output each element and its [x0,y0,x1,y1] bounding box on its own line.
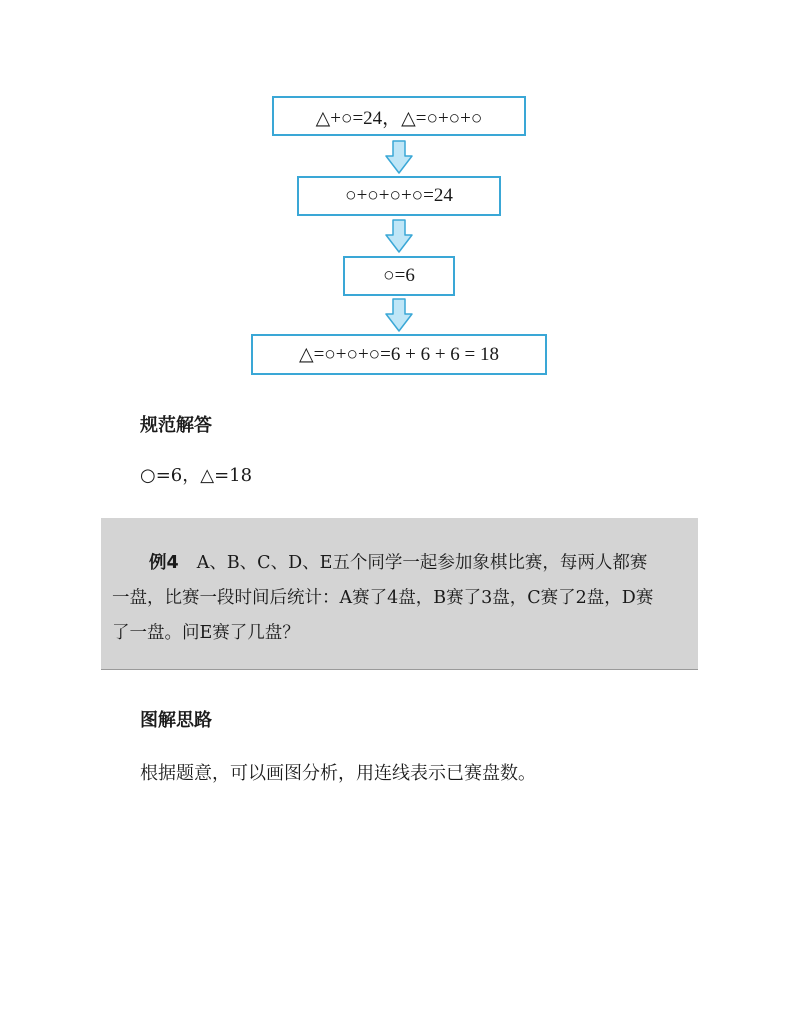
flow-step-2: ○+○+○+○=24 [297,176,501,216]
flow-step-1: △+○=24，△=○+○+○ [272,96,526,136]
example-line-1 [149,549,647,574]
down-arrow-icon [385,140,413,174]
flow-step-3: ○=6 [343,256,455,296]
example-label: 例4 [149,553,179,573]
down-arrow-icon [385,298,413,332]
flow-step-4: △=○+○+○=6 + 6 + 6 = 18 [251,334,547,375]
example-text-1: A、B、C、D、E五个同学一起参加象棋比赛，每两人都赛 [196,553,648,573]
example-line-3: 了一盘。问E赛了几盘？ [112,623,300,643]
down-arrow-icon [385,219,413,253]
solution-answer: ○=6，△=18 [140,465,253,486]
solution-heading: 规范解答 [140,415,212,436]
example-panel [101,518,698,670]
diagram-approach-text: 根据题意，可以画图分析，用连线表示已赛盘数。 [140,763,536,784]
diagram-approach-heading: 图解思路 [140,710,212,731]
example-line-2: 一盘，比赛一段时间后统计：A赛了4盘，B赛了3盘，C赛了2盘，D赛 [112,588,654,608]
